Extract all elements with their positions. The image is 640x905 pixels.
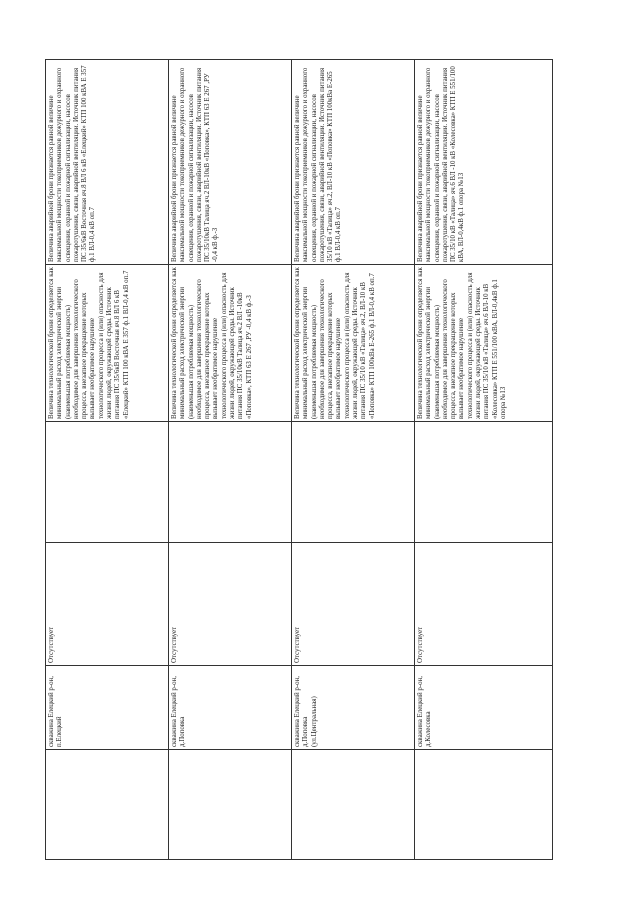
empty-cell [292, 422, 415, 543]
table-row [46, 60, 169, 860]
table-row [292, 60, 415, 860]
tech-reserve-cell: Величина технологической брони определяется как минимальный расход электрической энергии (наименьшая потребляемая мощность) необходимое для завершения технологического процесса, внезапное прекращение которых вызывает необратимое нарушение технологического процесса и (или) опасность для жизни людей, окружающей среды. Источник питания ПС 35/6кВ Восточная яч.8 ВЛ 6 кВ «Елецкий» КТП 100 кВА Е 357 ф.1 ВЛ-0,4 кВ оп.7 [46, 265, 169, 422]
location-cell: скважина Елецкий р-он, д.Поповка (ул.Центральная) [292, 666, 415, 750]
empty-cell [292, 750, 415, 860]
tech-reserve-cell: Величина технологической брони определяется как минимальный расход электрической энергии (наименьшая потребляемая мощность) необходимое для завершения технологического процесса, внезапное прекращение которых вызывает необратимое нарушение технологического процесса и (или) опасность для жизни людей, окружающей среды. Источник питания ПС 35/10 кВ «Талица» яч.2, ВЛ-10 кВ «Поповка» КТП 100кВа Е-265 ф.1 ВЛ-0,4 кВ оп.7 [292, 265, 415, 422]
empty-cell [169, 422, 292, 543]
location-cell: скважина Елецкий р-он, д.Поповка [169, 666, 292, 750]
tech-reserve-cell: Величина технологической брони определяется как минимальный расход электрической энергии (наименьшая потребляемая мощность) необходимое для завершения технологического процесса, внезапное прекращение которых вызывает необратимое нарушение технологического процесса и (или) опасность для жизни людей, окружающей среды. Источник питания ПС 35/10 кВ «Талица» яч.6 ВЛ-10 кВ «Колесовка» КТП Е 551/100 кВА, ВЛ-0,4кВ ф.1 опора №13 [415, 265, 553, 422]
status-cell: Отсутствует [415, 543, 553, 666]
location-cell: скважина Елецкий р-он, п.Елецкий [46, 666, 169, 750]
power-reserve-table [45, 59, 553, 860]
table-row [415, 60, 553, 860]
empty-cell [46, 422, 169, 543]
status-cell: Отсутствует [169, 543, 292, 666]
rotated-table-container [45, 60, 553, 860]
emergency-reserve-cell: Величина аварийной брони признается равной величине максимальной мощности токоприемников дежурного и охранного освещения, охранной и пожарной сигнализации, насосов пожаротушения, связи, аварийной вентиляции. Источник питания ПС 35/10 кВ «Талица» яч.6 ВЛ -10 кВ «Колесовка» КТП Е 551/100 кВА, ВЛ-0,4кВ ф.1 опора №13 [415, 60, 553, 265]
location-cell: скважина Елецкий р-он, д.Колесовка [415, 666, 553, 750]
emergency-reserve-cell: Величина аварийной брони признается равной величине максимальной мощности токоприемников дежурного и охранного освещения, охранной и пожарной сигнализации, насосов пожаротушения, связи, аварийной вентиляции. Источник питания 35/10 кВ «Талица» яч.2, ВЛ-10 кВ «Поповка» КТП 100кВа Е-265 ф.1 ВЛ-0,4 кВ оп.7 [292, 60, 415, 265]
status-cell: Отсутствует [46, 543, 169, 666]
empty-cell [415, 422, 553, 543]
empty-cell [415, 750, 553, 860]
tech-reserve-cell: Величина технологической брони определяется как минимальный расход электрической энергии (наименьшая потребляемая мощность) необходимое для завершения технологического процесса, внезапное прекращение которых вызывает необратимое нарушение технологического процесса и (или) опасность для жизни людей, окружающей среды. Источник питания ПС 35/10кВ Талица яч.2 ВЛ -10кВ «Поповка», КТП 63 Е 267 ,РУ -0,4 кВ ф.-3 [169, 265, 292, 422]
emergency-reserve-cell: Величина аварийной брони признается равной величине максимальной мощности токоприемников дежурного и охранного освещения, охранной и пожарной сигнализации, насосов пожаротушения, связи, аварийной вентиляции. Источник питания ПС 35/6кВ Восточная яч.8 ВЛ 6 кВ «Елецкий» КТП 100 кВА Е 357 ф.1 ВЛ-0,4 кВ оп.7 [46, 60, 169, 265]
table-row [169, 60, 292, 860]
empty-cell [169, 750, 292, 860]
status-cell: Отсутствует [292, 543, 415, 666]
empty-cell [46, 750, 169, 860]
emergency-reserve-cell: Величина аварийной брони признается равной величине максимальной мощности токоприемников дежурного и охранного освещения, охранной и пожарной сигнализации, насосов пожаротушения, связи, аварийной вентиляции. Источник питания ПС 35/10кВ Талица яч.2 ВЛ-10кВ «Поповка», КТП 63 Е 267 ,РУ -0,4 кВ ф.-3 [169, 60, 292, 265]
